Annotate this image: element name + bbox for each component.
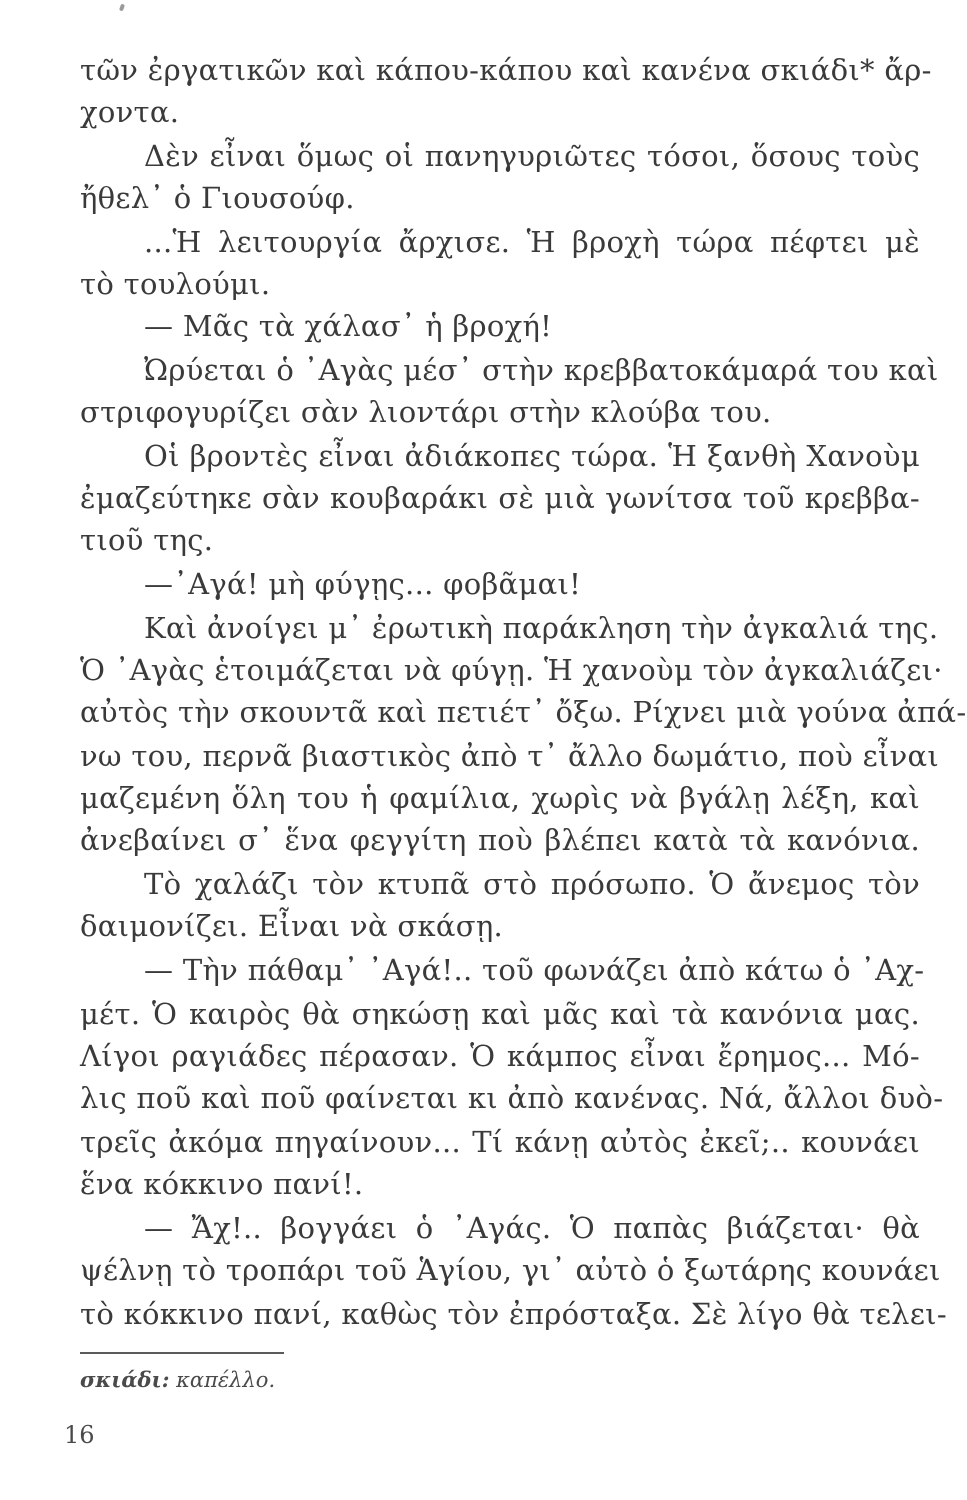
text-line-20: Τὸ χαλάζι τὸν κτυπᾶ στὸ πρόσωπο. Ὁ ἄνεμος τὸν: [144, 867, 920, 901]
text-line-13: —᾽Αγά! μὴ φύγῃς... φοβᾶμαι!: [144, 567, 582, 601]
text-line-27: ἕνα κόκκινο πανί!.: [80, 1167, 364, 1201]
text-line-4: ἤθελ᾽ ὁ Γιουσούφ.: [80, 181, 355, 215]
text-line-7: — Μᾶς τὰ χάλασ᾽ ἡ βροχή!: [144, 309, 553, 343]
text-line-23: μέτ. Ὁ καιρὸς θὰ σηκώσῃ καὶ μᾶς καὶ τὰ κανόνια μας.: [80, 997, 920, 1031]
ink-speck: [119, 4, 125, 12]
text-line-5: ...Ἡ λειτουργία ἄρχισε. Ἡ βροχὴ τώρα πέφτει μὲ: [144, 225, 920, 259]
footnote-term: σκιάδι:: [80, 1367, 170, 1392]
text-line-21: δαιμονίζει. Εἶναι νὰ σκάσῃ.: [80, 909, 504, 943]
text-line-30: τὸ κόκκινο πανί, καθὼς τὸν ἐπρόσταξα. Σὲ λίγο θὰ τελει-: [80, 1297, 947, 1331]
page-number: 16: [64, 1421, 95, 1449]
text-line-22: — Τὴν πάθαμ᾽ ᾽Αγά!.. τοῦ φωνάζει ἀπὸ κάτω ὁ ᾽Αχ-: [144, 953, 925, 987]
text-line-15: Ὁ ᾽Αγὰς ἑτοιμάζεται νὰ φύγῃ. Ἡ χανοὺμ τὸν ἀγκαλιάζει·: [80, 653, 943, 687]
footnote-definition: καπέλλο.: [176, 1368, 276, 1392]
text-line-19: ἀνεβαίνει σ᾽ ἕνα φεγγίτη ποὺ βλέπει κατὰ τὰ κανόνια.: [80, 823, 920, 857]
text-line-12: τιοῦ της.: [80, 523, 214, 557]
text-line-16: αὐτὸς τὴν σκουντᾶ καὶ πετιέτ᾽ ὄξω. Ρίχνει μιὰ γούνα ἀπά-: [80, 695, 967, 729]
text-line-28: — Ἄχ!.. βογγάει ὁ ᾽Αγάς. Ὁ παπὰς βιάζεται· θὰ: [144, 1211, 920, 1245]
text-line-6: τὸ τουλούμι.: [80, 267, 271, 301]
text-line-8: Ὠρύεται ὁ ᾽Αγὰς μέσ᾽ στὴν κρεββατοκάμαρά του καὶ: [144, 353, 939, 387]
footnote: [80, 1366, 275, 1394]
text-line-1: τῶν ἐργατικῶν καὶ κάπου-κάπου καὶ κανένα σκιάδι* ἄρ-: [80, 53, 932, 87]
text-line-3: Δὲν εἶναι ὅμως οἱ πανηγυριῶτες τόσοι, ὅσους τοὺς: [144, 139, 920, 173]
text-line-10: Οἱ βροντὲς εἶναι ἀδιάκοπες τώρα. Ἡ ξανθὴ Χανοὺμ: [144, 439, 920, 473]
text-line-9: στριφογυρίζει σὰν λιοντάρι στὴν κλούβα του.: [80, 395, 772, 429]
text-line-24: Λίγοι ραγιάδες πέρασαν. Ὁ κάμπος εἶναι ἔρημος... Μό-: [80, 1039, 920, 1073]
text-line-26: τρεῖς ἀκόμα πηγαίνουν... Τί κάνῃ αὐτὸς ἐκεῖ;.. κουνάει: [80, 1125, 920, 1159]
text-line-14: Καὶ ἀνοίγει μ᾽ ἐρωτικὴ παράκληση τὴν ἀγκαλιά της.: [144, 611, 939, 645]
text-line-25: λις ποῦ καὶ ποῦ φαίνεται κι ἀπὸ κανένας. Νά, ἄλλοι δυὸ-: [80, 1081, 944, 1115]
footnote-divider: [80, 1352, 284, 1354]
text-line-18: μαζεμένη ὅλη του ἡ φαμίλια, χωρὶς νὰ βγάλῃ λέξη, καὶ: [80, 781, 920, 815]
text-line-29: ψέλνῃ τὸ τροπάρι τοῦ Ἁγίου, γι᾽ αὐτὸ ὁ ξωτάρης κουνάει: [80, 1253, 941, 1287]
text-line-17: νω του, περνᾶ βιαστικὸς ἀπὸ τ᾽ ἄλλο δωμάτιο, ποὺ εἶναι: [80, 739, 940, 773]
text-line-2: χοντα.: [80, 95, 180, 129]
text-line-11: ἐμαζεύτηκε σὰν κουβαράκι σὲ μιὰ γωνίτσα τοῦ κρεββα-: [80, 481, 920, 515]
